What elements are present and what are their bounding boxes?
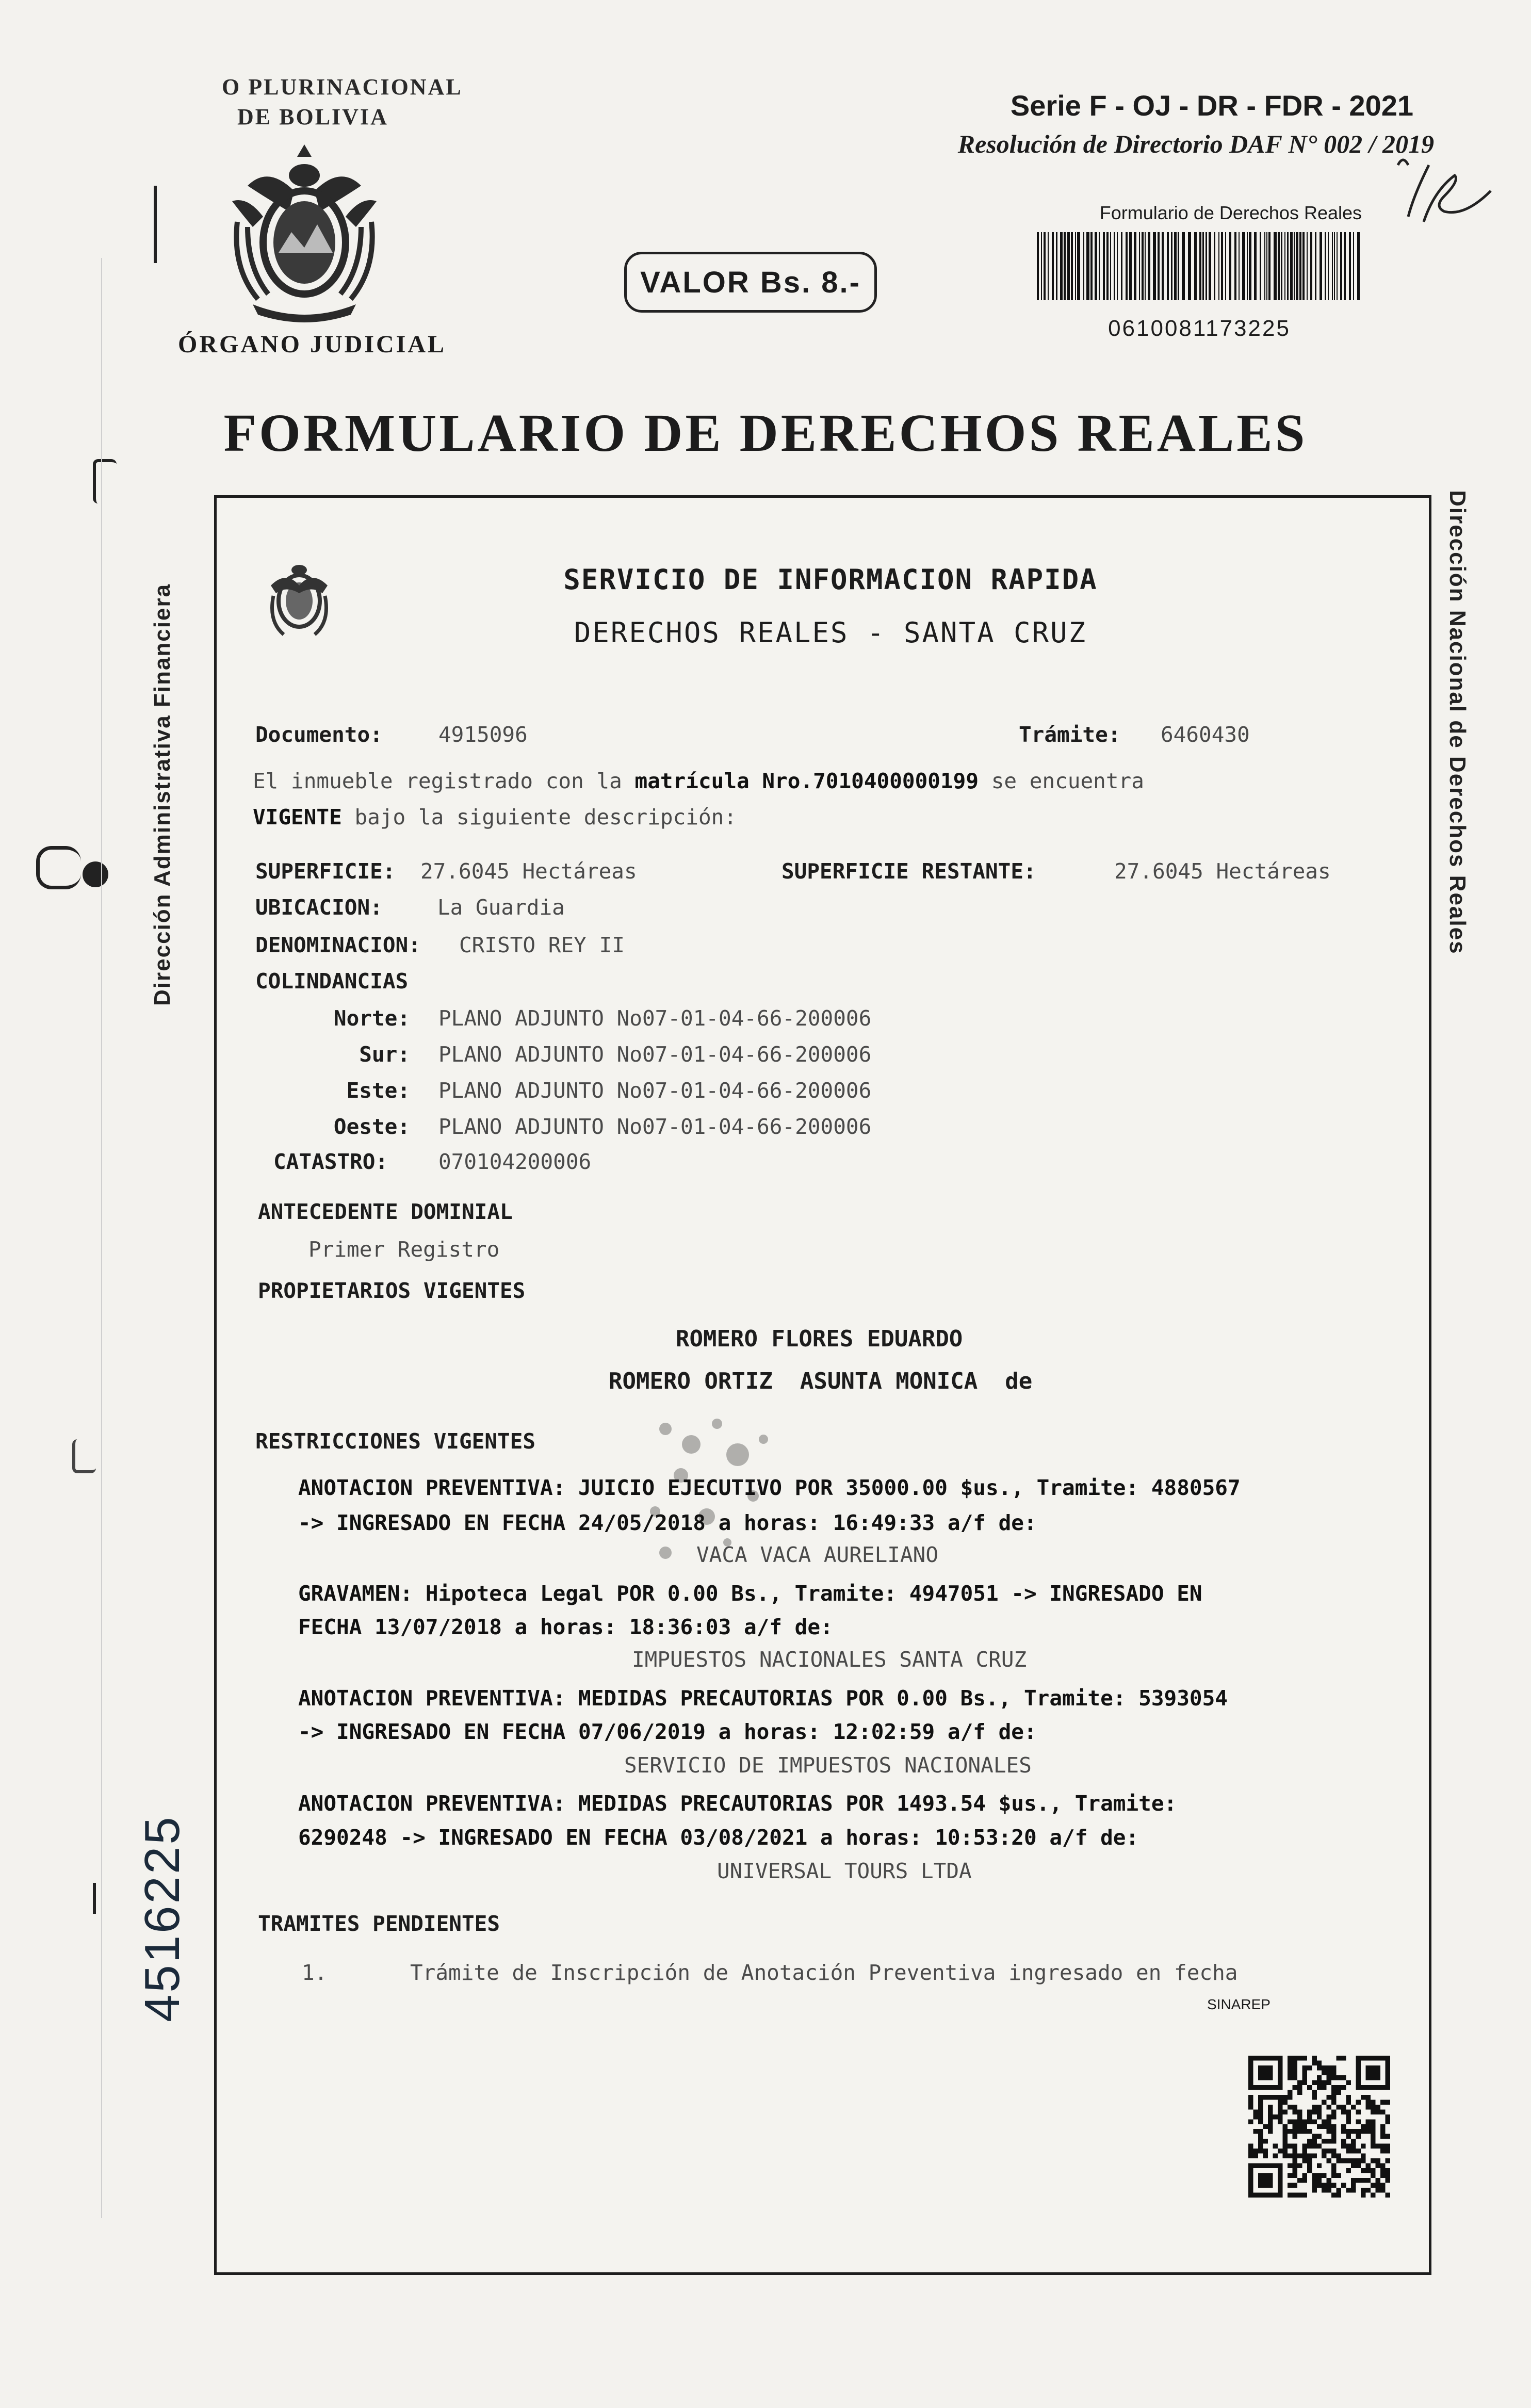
sinarep-label: SINAREP [1207,1996,1271,2012]
restriccion-3-line2: -> INGRESADO EN FECHA 07/06/2019 a horas: 12:02:59 a/f de: [298,1719,1037,1744]
restriccion-4-line1: ANOTACION PREVENTIVA: MEDIDAS PRECAUTORIAS POR 1493.54 $us., Tramite: [298,1791,1177,1816]
organo-judicial-label: ÓRGANO JUDICIAL [178,331,447,358]
antecedente-value: Primer Registro [308,1237,500,1262]
ubicacion-value: La Guardia [437,895,565,920]
scan-mark [101,258,102,2218]
intro-part-c: se encuentra [991,769,1144,793]
vigente-label: VIGENTE [253,805,342,829]
intro-part-d: bajo la siguiente descripción: [354,805,737,829]
superficie-restante-value: 27.6045 Hectáreas [1114,859,1331,884]
colindancia-label-sur: Sur: [359,1042,410,1067]
state-name-line2: DE BOLIVIA [237,104,388,129]
form-label: Formulario de Derechos Reales [1099,202,1362,223]
documento-label: Documento: [255,722,383,747]
colindancia-label-norte: Norte: [333,1006,410,1031]
scan-mark [93,1883,96,1914]
colindancia-value-este: PLANO ADJUNTO No07-01-04-66-200006 [438,1078,872,1103]
propietario-1: ROMERO FLORES EDUARDO [676,1326,963,1352]
restriccion-4-party: UNIVERSAL TOURS LTDA [717,1859,972,1883]
resolucion-label: Resolución de Directorio DAF N° 002 / 2019 [957,129,1434,158]
restricciones-label: RESTRICCIONES VIGENTES [255,1429,536,1454]
restriccion-3-party: SERVICIO DE IMPUESTOS NACIONALES [624,1753,1032,1778]
restriccion-4-line2: 6290248 -> INGRESADO EN FECHA 03/08/2021 a horas: 10:53:20 a/f de: [298,1825,1139,1850]
restriccion-1-line1: ANOTACION PREVENTIVA: JUICIO EJECUTIVO POR 35000.00 $us., Tramite: 4880567 [298,1475,1241,1500]
colindancia-value-sur: PLANO ADJUNTO No07-01-04-66-200006 [438,1042,872,1067]
colindancia-label-este: Este: [346,1078,410,1103]
tramite-pendiente-number: 1. [302,1960,328,1985]
tramites-pendientes-label: TRAMITES PENDIENTES [258,1911,500,1936]
restriccion-2-line2: FECHA 13/07/2018 a horas: 18:36:03 a/f de: [298,1615,833,1639]
intro-text [253,769,1144,793]
propietarios-label: PROPIETARIOS VIGENTES [258,1278,526,1303]
colindancias-label: COLINDANCIAS [255,969,409,994]
matricula: matrícula Nro.7010400000199 [634,769,979,793]
bolivia-coat-of-arms-icon [217,139,392,325]
valor-stamp: VALOR Bs. 8.- [624,252,877,313]
handwritten-initials-icon [1393,144,1501,237]
scan-mark [36,846,81,889]
superficie-value: 27.6045 Hectáreas [420,859,637,884]
service-title: SERVICIO DE INFORMACION RAPIDA [563,563,1098,596]
serie-label: Serie F - OJ - DR - FDR - 2021 [1010,89,1413,122]
colindancia-value-oeste: PLANO ADJUNTO No07-01-04-66-200006 [438,1114,872,1139]
scan-mark [72,1439,96,1473]
side-label-left: Dirección Administrativa Financiera [150,583,175,1006]
tramite-pendiente-text: Trámite de Inscripción de Anotación Preventiva ingresado en fecha [410,1960,1238,1985]
colindancia-label-oeste: Oeste: [333,1114,410,1139]
catastro-value: 070104200006 [438,1149,592,1174]
restriccion-2-party: IMPUESTOS NACIONALES SANTA CRUZ [632,1647,1027,1672]
service-subtitle: DERECHOS REALES - SANTA CRUZ [574,616,1087,649]
state-name [222,72,463,132]
barcode-number: 0610081173225 [1108,316,1291,341]
scan-mark [154,186,157,263]
restriccion-1-party: VACA VACA AURELIANO [696,1542,938,1567]
catastro-label: CATASTRO: [273,1149,388,1174]
state-name-line1: O PLURINACIONAL [222,74,463,100]
qr-code-icon [1248,2053,1390,2200]
intro-text-2 [253,805,737,829]
denominacion-label: DENOMINACION: [255,933,421,957]
restriccion-3-line1: ANOTACION PREVENTIVA: MEDIDAS PRECAUTORIAS POR 0.00 Bs., Tramite: 5393054 [298,1686,1228,1711]
barcode-icon [1037,232,1362,300]
intro-part-a: El inmueble registrado con la [253,769,622,793]
restriccion-1-line2: -> INGRESADO EN FECHA 24/05/2018 a horas: 16:49:33 a/f de: [298,1510,1037,1535]
side-label-right: Dirección Nacional de Derechos Reales [1445,490,1470,955]
page-title: FORMULARIO DE DERECHOS REALES [223,403,1308,463]
ubicacion-label: UBICACION: [255,895,383,920]
colindancia-value-norte: PLANO ADJUNTO No07-01-04-66-200006 [438,1006,872,1031]
serial-number: 4516225 [135,1815,190,2022]
superficie-label: SUPERFICIE: [255,859,396,884]
restriccion-2-line1: GRAVAMEN: Hipoteca Legal POR 0.00 Bs., Tramite: 4947051 -> INGRESADO EN [298,1581,1202,1606]
scan-mark [83,861,108,887]
denominacion-value: CRISTO REY II [459,933,625,957]
scan-mark [93,459,117,503]
superficie-restante-label: SUPERFICIE RESTANTE: [781,859,1036,884]
propietario-2: ROMERO ORTIZ ASUNTA MONICA de [609,1368,1033,1394]
tramite-value: 6460430 [1161,722,1250,747]
documento-value: 4915096 [438,722,528,747]
tramite-label: Trámite: [1019,722,1121,747]
antecedente-label: ANTECEDENTE DOMINIAL [258,1199,513,1224]
